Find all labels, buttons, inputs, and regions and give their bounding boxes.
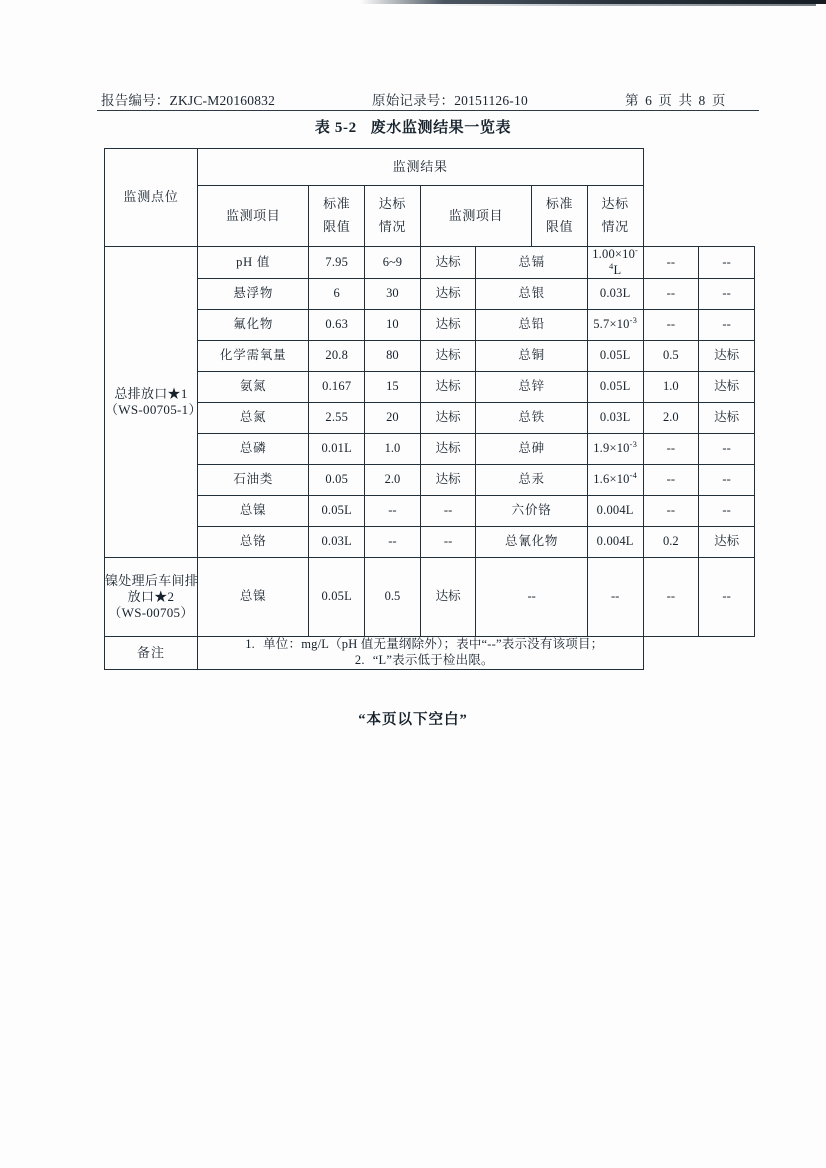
- header-divider: [97, 110, 759, 111]
- standard-limit-left: 2.0: [365, 465, 421, 496]
- item-name-left: 总镍: [198, 496, 309, 527]
- compliance-left: 达标: [420, 434, 476, 465]
- remarks-row: [105, 637, 755, 669]
- monitoring-point-1-line1: 总排放口★1: [114, 385, 188, 401]
- compliance-right: 达标: [699, 527, 755, 558]
- monitoring-point-2-line2: 放口★2: [127, 589, 175, 605]
- header-compliance-right: [587, 186, 643, 247]
- remarks-body: [198, 637, 644, 669]
- item-name-right: 总铅: [476, 310, 587, 341]
- item-name-left: 氨氮: [198, 372, 309, 403]
- scan-edge-artifact-secondary: [430, 4, 816, 6]
- standard-limit-right: 0.2: [643, 527, 699, 558]
- compliance-left: 达标: [420, 247, 476, 279]
- compliance-right: 达标: [699, 403, 755, 434]
- item-name-right: 六价铬: [476, 496, 587, 527]
- item-name-left: 悬浮物: [198, 279, 309, 310]
- item-name-left: pH 值: [198, 247, 309, 279]
- item-name-right: 总银: [476, 279, 587, 310]
- item-value-right: 0.03L: [587, 279, 643, 310]
- standard-limit-right: --: [643, 434, 699, 465]
- wastewater-monitoring-table: [104, 148, 755, 670]
- item-name-left: 氟化物: [198, 310, 309, 341]
- standard-limit-right: 0.5: [643, 341, 699, 372]
- standard-limit-right: --: [643, 310, 699, 341]
- standard-limit-left: 6~9: [365, 247, 421, 279]
- item-name-right: 总氰化物: [476, 527, 587, 558]
- header-compliance-right-line2: 情况: [601, 219, 629, 234]
- compliance-left: --: [420, 496, 476, 527]
- standard-limit-right: --: [643, 247, 699, 279]
- item-value-right: $5.7\times 10^{-3}$: [587, 310, 643, 341]
- standard-limit-right: --: [643, 496, 699, 527]
- item-name-right: --: [476, 558, 587, 637]
- table-row: [105, 403, 755, 434]
- item-value-left: 0.167: [309, 372, 365, 403]
- compliance-left: 达标: [420, 310, 476, 341]
- item-value-right: 0.004L: [587, 496, 643, 527]
- item-value-left: 0.01L: [309, 434, 365, 465]
- header-standard-limit-left: [309, 186, 365, 247]
- item-name-left: 总镍: [198, 558, 309, 637]
- standard-limit-left: 15: [365, 372, 421, 403]
- compliance-left: --: [420, 527, 476, 558]
- item-name-right: 总汞: [476, 465, 587, 496]
- document-header: [97, 89, 757, 111]
- header-monitoring-result: 监测结果: [198, 149, 644, 186]
- item-value-left: 0.05L: [309, 558, 365, 637]
- item-value-right: --: [587, 558, 643, 637]
- item-value-right: 0.004L: [587, 527, 643, 558]
- table-row: [105, 341, 755, 372]
- item-value-right: $1.6\times 10^{-4}$: [587, 465, 643, 496]
- item-name-left: 总磷: [198, 434, 309, 465]
- compliance-left: 达标: [420, 279, 476, 310]
- item-value-right: $1.00\times 10^{-4}L$: [587, 247, 643, 279]
- table-row: [105, 310, 755, 341]
- monitoring-point-1-cell: [105, 247, 202, 558]
- remarks-label: 备注: [105, 637, 198, 669]
- compliance-right: --: [699, 279, 755, 310]
- table-body: [105, 244, 755, 670]
- compliance-right: --: [699, 496, 755, 527]
- standard-limit-left: --: [365, 527, 421, 558]
- header-compliance-left: [365, 186, 421, 247]
- table-row: [105, 558, 755, 637]
- table-row: [105, 465, 755, 496]
- blank-page-note: “本页以下空白”: [358, 712, 468, 728]
- page-number: 第 6 页 共 8 页: [625, 93, 727, 108]
- table-number: 表 5-2: [314, 120, 357, 136]
- item-value-left: 7.95: [309, 247, 365, 279]
- header-compliance-left-line1: 达标: [378, 196, 406, 212]
- compliance-left: 达标: [420, 372, 476, 403]
- header-standard-limit-left-line2: 限值: [323, 219, 351, 234]
- item-name-left: 石油类: [198, 465, 309, 496]
- table-row: [105, 247, 755, 279]
- item-name-left: 总铬: [198, 527, 309, 558]
- table-header-row-group: [105, 149, 755, 186]
- header-standard-limit-left-line1: 标准: [323, 196, 351, 212]
- table-row: [105, 279, 755, 310]
- compliance-left: 达标: [420, 341, 476, 372]
- item-name-right: 总镉: [476, 247, 587, 279]
- standard-limit-right: --: [643, 465, 699, 496]
- item-value-right: $1.9\times 10^{-3}$: [587, 434, 643, 465]
- item-value-left: 0.05: [309, 465, 365, 496]
- item-name-right: 总铜: [476, 341, 587, 372]
- header-item-left: 监测项目: [198, 186, 309, 247]
- remarks-line-1: 1. 单位：mg/L（pH 值无量纲除外）；表中“--”表示没有该项目；: [245, 637, 604, 652]
- standard-limit-right: 2.0: [643, 403, 699, 434]
- monitoring-point-2-cell: [105, 558, 198, 637]
- standard-limit-left: 10: [365, 310, 421, 341]
- item-value-left: 20.8: [309, 341, 365, 372]
- header-monitoring-point: 监测点位: [105, 149, 198, 247]
- remarks-line-2: 2. “L”表示低于检出限。: [354, 652, 494, 667]
- compliance-left: 达标: [420, 465, 476, 496]
- table-header-row-sub: [105, 186, 755, 247]
- item-name-right: 总铁: [476, 403, 587, 434]
- table-row: [105, 496, 755, 527]
- header-standard-limit-right-line2: 限值: [545, 219, 574, 234]
- standard-limit-left: --: [365, 496, 421, 527]
- standard-limit-left: 20: [365, 403, 421, 434]
- standard-limit-left: 1.0: [365, 434, 421, 465]
- report-number: 报告编号：ZKJC-M20160832: [101, 93, 276, 108]
- table-row: [105, 434, 755, 465]
- item-name-left: 总氮: [198, 403, 309, 434]
- item-value-right: 0.03L: [587, 403, 643, 434]
- header-standard-limit-right-line1: 标准: [545, 196, 574, 212]
- table-name: 废水监测结果一览表: [370, 120, 512, 136]
- standard-limit-right: --: [643, 558, 699, 637]
- item-value-right: 0.05L: [587, 341, 643, 372]
- monitoring-point-1-line2: （WS-00705-1）: [105, 402, 202, 418]
- standard-limit-left: 30: [365, 279, 421, 310]
- original-record-number: 原始记录号：20151126-10: [372, 93, 528, 108]
- item-value-left: 6: [309, 279, 365, 310]
- compliance-right: 达标: [699, 341, 755, 372]
- compliance-right: --: [699, 310, 755, 341]
- header-standard-limit-right: [532, 186, 588, 247]
- standard-limit-right: --: [643, 279, 699, 310]
- table-row: [105, 527, 755, 558]
- item-value-right: 0.05L: [587, 372, 643, 403]
- standard-limit-left: 0.5: [365, 558, 421, 637]
- table-row: [105, 372, 755, 403]
- compliance-left: 达标: [420, 403, 476, 434]
- compliance-right: --: [699, 465, 755, 496]
- header-item-right: 监测项目: [420, 186, 531, 247]
- item-name-right: 总砷: [476, 434, 587, 465]
- item-value-left: 0.05L: [309, 496, 365, 527]
- table-title: [0, 116, 826, 137]
- header-compliance-left-line2: 情况: [378, 219, 406, 234]
- item-value-left: 2.55: [309, 403, 365, 434]
- item-value-left: 0.63: [309, 310, 365, 341]
- compliance-left: 达标: [420, 558, 476, 637]
- standard-limit-left: 80: [365, 341, 421, 372]
- compliance-right: 达标: [699, 372, 755, 403]
- compliance-right: --: [699, 247, 755, 279]
- compliance-right: --: [699, 558, 755, 637]
- item-name-left: 化学需氧量: [198, 341, 309, 372]
- compliance-right: --: [699, 434, 755, 465]
- item-name-right: 总锌: [476, 372, 587, 403]
- monitoring-point-2-line1: 镍处理后车间排: [105, 572, 199, 588]
- monitoring-point-2-line3: （WS-00705）: [108, 605, 194, 621]
- header-compliance-right-line1: 达标: [601, 196, 629, 212]
- standard-limit-right: 1.0: [643, 372, 699, 403]
- item-value-left: 0.03L: [309, 527, 365, 558]
